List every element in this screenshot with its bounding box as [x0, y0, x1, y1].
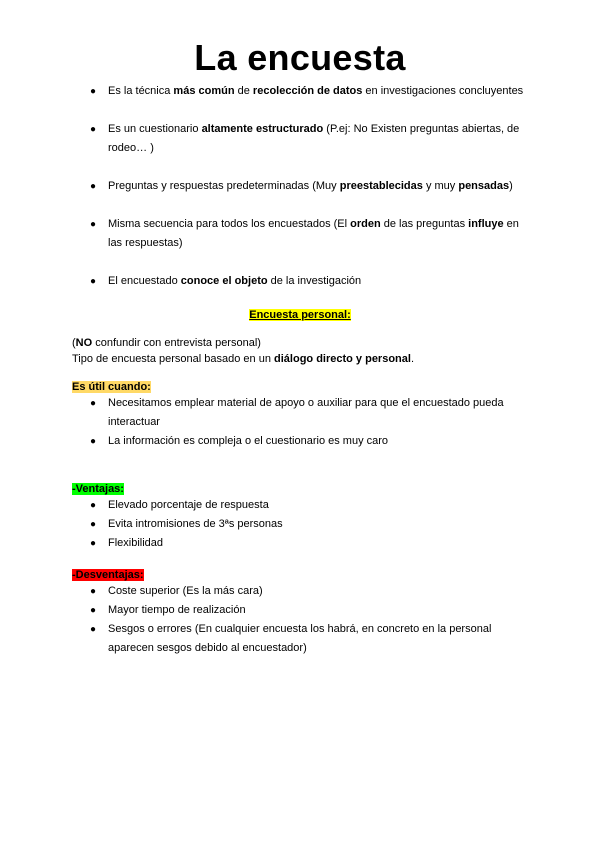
bullet-icon: ● — [89, 124, 97, 135]
bullet-icon: ● — [89, 605, 97, 616]
bullet-icon: ● — [89, 86, 97, 97]
bullet-icon: ● — [89, 219, 97, 230]
section-heading-personal: Encuesta personal: — [249, 309, 351, 321]
bullet-icon: ● — [89, 398, 97, 409]
bullet-icon: ● — [89, 586, 97, 597]
disadvantage-item-2: ● Mayor tiempo de realización — [0, 601, 600, 620]
intro-bullet-4: ● Misma secuencia para todos los encuestados (El orden de las preguntas influye en las respuestas) — [0, 215, 600, 253]
bullet-icon: ● — [89, 624, 97, 635]
advantage-item-1: ● Elevado porcentaje de respuesta — [0, 496, 600, 515]
disadvantage-item-3: ● Sesgos o errores (En cualquier encuesta los habrá, en concreto en la personal aparecen sesgos debido al encuestador) — [0, 620, 600, 658]
bullet-icon: ● — [89, 276, 97, 287]
section-heading-disadvantages: -Desventajas: — [72, 569, 144, 581]
bullet-icon: ● — [89, 500, 97, 511]
bullet-icon: ● — [89, 519, 97, 530]
advantage-item-3: ● Flexibilidad — [0, 534, 600, 553]
advantage-item-2: ● Evita intromisiones de 3ªs personas — [0, 515, 600, 534]
useful-item-1: ● Necesitamos emplear material de apoyo o auxiliar para que el encuestado pueda interactuar — [0, 394, 600, 432]
bullet-icon: ● — [89, 181, 97, 192]
section-heading-advantages: -Ventajas: — [72, 483, 124, 495]
disadvantage-item-1: ● Coste superior (Es la más cara) — [0, 582, 600, 601]
intro-bullet-3: ● Preguntas y respuestas predeterminadas (Muy preestablecidas y muy pensadas) — [0, 177, 600, 196]
personal-type: Tipo de encuesta personal basado en un diálogo directo y personal. — [72, 353, 415, 365]
personal-note: (NO confundir con entrevista personal) — [72, 337, 261, 349]
useful-item-2: ● La información es compleja o el cuestionario es muy caro — [0, 432, 600, 451]
intro-bullet-2: ● Es un cuestionario altamente estructurado (P.ej: No Existen preguntas abiertas, de rodeo… ) — [0, 120, 600, 158]
intro-bullet-5: ● El encuestado conoce el objeto de la investigación — [0, 272, 600, 291]
intro-bullet-1: ● Es la técnica más común de recolección de datos en investigaciones concluyentes — [0, 82, 600, 101]
bullet-icon: ● — [89, 436, 97, 447]
bullet-icon: ● — [89, 538, 97, 549]
section-heading-useful: Es útil cuando: — [72, 381, 151, 393]
page-title: La encuesta — [194, 37, 406, 78]
